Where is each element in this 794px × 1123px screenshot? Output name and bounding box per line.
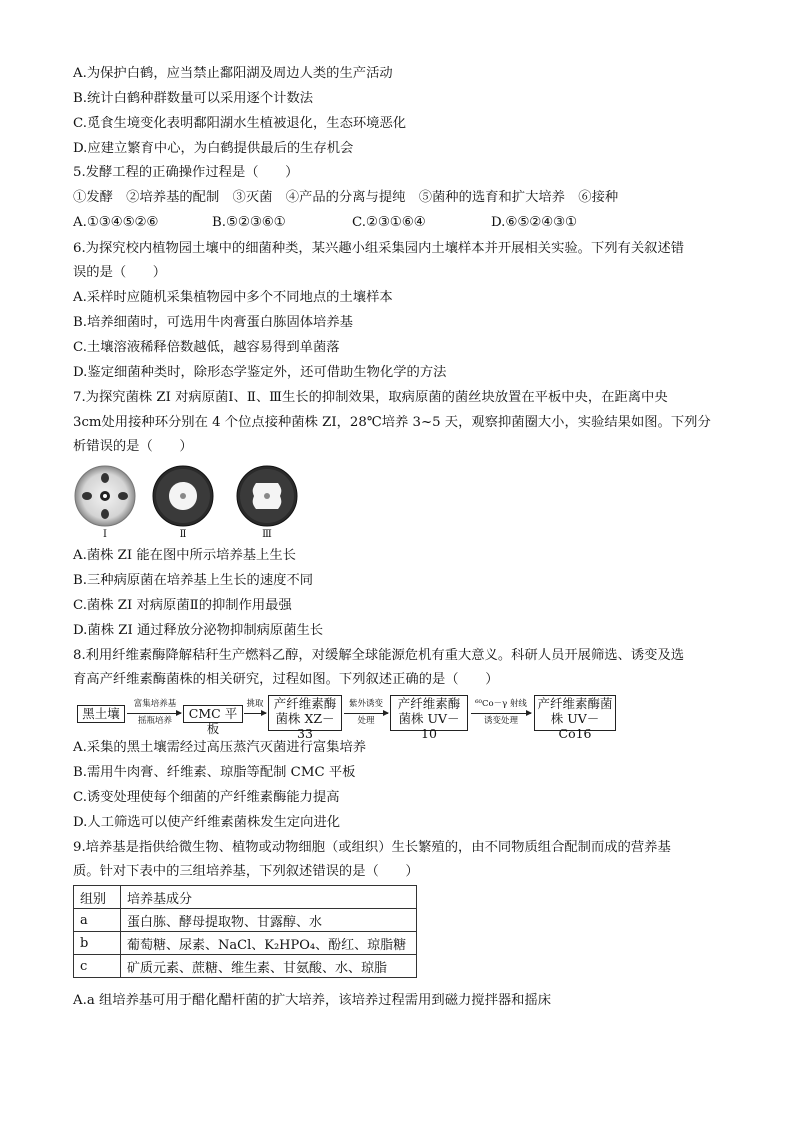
flow-arrow-2 (244, 713, 266, 714)
question-8: 8.利用纤维素酶降解秸秆生产燃料乙醇，对缓解全球能源危机有重大意义。科研人员开展筛选、诱变及选 (73, 648, 685, 663)
flow-box-uvco16-line1: 产纤维素酶菌 (537, 696, 613, 711)
flow-step-1-top: 富集培养基 (133, 699, 177, 709)
q6-option-d: D.鉴定细菌种类时，除形态学鉴定外，还可借助生物化学的方法 (73, 365, 447, 380)
question-9-cont: 质。针对下表中的三组培养基，下列叙述错误的是（ ） (73, 864, 419, 879)
q8-option-b: B.需用牛肉膏、纤维素、琼脂等配制 CMC 平板 (73, 765, 356, 780)
option-b: B.统计白鹤种群数量可以采用逐个计数法 (73, 91, 314, 106)
q7-option-b: B.三种病原菌在培养基上生长的速度不同 (73, 573, 314, 588)
question-5-items: ①发酵 ②培养基的配制 ③灭菌 ④产品的分离与提纯 ⑤菌种的选育和扩大培养 ⑥接种 (73, 190, 619, 205)
q6-option-c: C.土壤溶液稀释倍数越低，越容易得到单菌落 (73, 340, 340, 355)
flow-box-xz33-line2: 菌株 XZ－33 (275, 711, 335, 741)
question-7-cont2: 析错误的是（ ） (73, 439, 193, 454)
table-row (74, 932, 417, 955)
flow-step-1-bottom: 摇瓶培养 (137, 716, 172, 726)
q7-option-d: D.菌株 ZI 通过释放分泌物抑制病原菌生长 (73, 623, 324, 638)
q6-option-a: A.采样时应随机采集植物园中多个不同地点的土壤样本 (73, 290, 393, 305)
medium-table (73, 885, 417, 978)
flow-box-uvco16-line2: 株 UV－Co16 (550, 711, 600, 741)
option-a: A.为保护白鹤，应当禁止鄱阳湖及周边人类的生产活动 (73, 66, 393, 81)
flow-box-uv10-line1: 产纤维素酶 (397, 696, 461, 711)
flow-step-2: 挑取 (246, 699, 264, 709)
table-row (74, 955, 417, 978)
petri-dish-2 (152, 465, 214, 527)
petri-dish-1 (74, 465, 136, 527)
table-header-row (74, 886, 417, 909)
flow-box-soil: 黑土壤 (77, 705, 125, 723)
q8-option-a: A.采集的黑土壤需经过高压蒸汽灭菌进行富集培养 (73, 740, 367, 755)
flow-step-3-top: 紫外诱变 (348, 699, 383, 709)
question-7: 7.为探究菌株 ZI 对病原菌Ⅰ、Ⅱ、Ⅲ生长的抑制效果，取病原菌的菌丝块放置在平板中央，在距离中央 (73, 390, 668, 405)
table-row (74, 909, 417, 932)
flow-box-uv10 (390, 695, 468, 741)
petri-dish-3 (236, 465, 298, 527)
flow-step-4-bottom: 诱变处理 (483, 716, 518, 726)
table-cell-components: 矿质元素、蔗糖、维生素、甘氨酸、水、琼脂 (121, 955, 417, 978)
flow-box-xz33 (268, 695, 342, 741)
flow-step-3-bottom: 处理 (357, 716, 375, 726)
question-6: 6.为探究校内植物园土壤中的细菌种类，某兴趣小组采集园内土壤样本并开展相关实验。下列有关叙述错 (73, 241, 685, 256)
q7-option-c: C.菌株 ZI 对病原菌Ⅱ的抑制作用最强 (73, 598, 292, 613)
question-9: 9.培养基是指供给微生物、植物或动物细胞（或组织）生长繁殖的，由不同物质组合配制而成的营养基 (73, 840, 671, 855)
q5-option-a: A.①③④⑤②⑥ (73, 215, 159, 230)
flow-box-xz33-line1: 产纤维素酶 (273, 696, 337, 711)
q8-option-c: C.诱变处理使每个细菌的产纤维素酶能力提高 (73, 790, 340, 805)
table-cell-group: b (74, 932, 121, 955)
flow-step-4-top: ⁶⁰Co－γ 射线 (475, 699, 527, 709)
question-7-cont: 3cm处用接种环分别在 4 个位点接种菌株 ZI，28℃培养 3~5 天，观察抑菌圈大小，实验结果如图。下列分 (73, 415, 711, 430)
table-header-components: 培养基成分 (121, 886, 417, 909)
flow-arrow-1 (127, 713, 181, 714)
flow-box-uvco16 (534, 695, 616, 741)
q5-option-c: C.②③①⑥④ (352, 215, 426, 230)
flow-arrow-3 (344, 713, 388, 714)
q8-option-d: D.人工筛选可以使产纤维素菌株发生定向进化 (73, 815, 341, 830)
table-header-group: 组别 (74, 886, 121, 909)
question-5: 5.发酵工程的正确操作过程是（ ） (73, 165, 299, 180)
flow-arrow-4 (471, 713, 531, 714)
flow-box-cmc: CMC 平板 (183, 705, 243, 723)
q5-option-b: B.⑤②③⑥① (212, 215, 286, 230)
dish-label-2: Ⅱ (179, 529, 187, 540)
table-cell-group: c (74, 955, 121, 978)
option-c: C.觅食生境变化表明鄱阳湖水生植被退化，生态环境恶化 (73, 116, 407, 131)
question-6-cont: 误的是（ ） (73, 265, 167, 280)
process-flow-diagram (77, 695, 617, 741)
q6-option-b: B.培养细菌时，可选用牛肉膏蛋白胨固体培养基 (73, 315, 353, 330)
option-d: D.应建立繁育中心，为白鹤提供最后的生存机会 (73, 141, 354, 156)
dish-label-1: Ⅰ (103, 529, 107, 540)
q5-option-d: D.⑥⑤②④③① (491, 215, 577, 230)
dish-label-3: Ⅲ (262, 529, 272, 540)
table-cell-components: 蛋白胨、酵母提取物、甘露醇、水 (121, 909, 417, 932)
flow-box-uv10-line2: 菌株 UV－10 (398, 711, 460, 741)
question-5-options (73, 214, 673, 232)
question-8-cont: 育高产纤维素酶菌株的相关研究，过程如图。下列叙述正确的是（ ） (73, 672, 499, 687)
q7-option-a: A.菌株 ZI 能在图中所示培养基上生长 (73, 548, 296, 563)
table-cell-components: 葡萄糖、尿素、NaCl、K₂HPO₄、酚红、琼脂糖 (121, 932, 417, 955)
q9-option-a: A.a 组培养基可用于醋化醋杆菌的扩大培养，该培养过程需用到磁力搅拌器和摇床 (73, 993, 552, 1008)
petri-dish-figure (74, 465, 314, 540)
table-cell-group: a (74, 909, 121, 932)
